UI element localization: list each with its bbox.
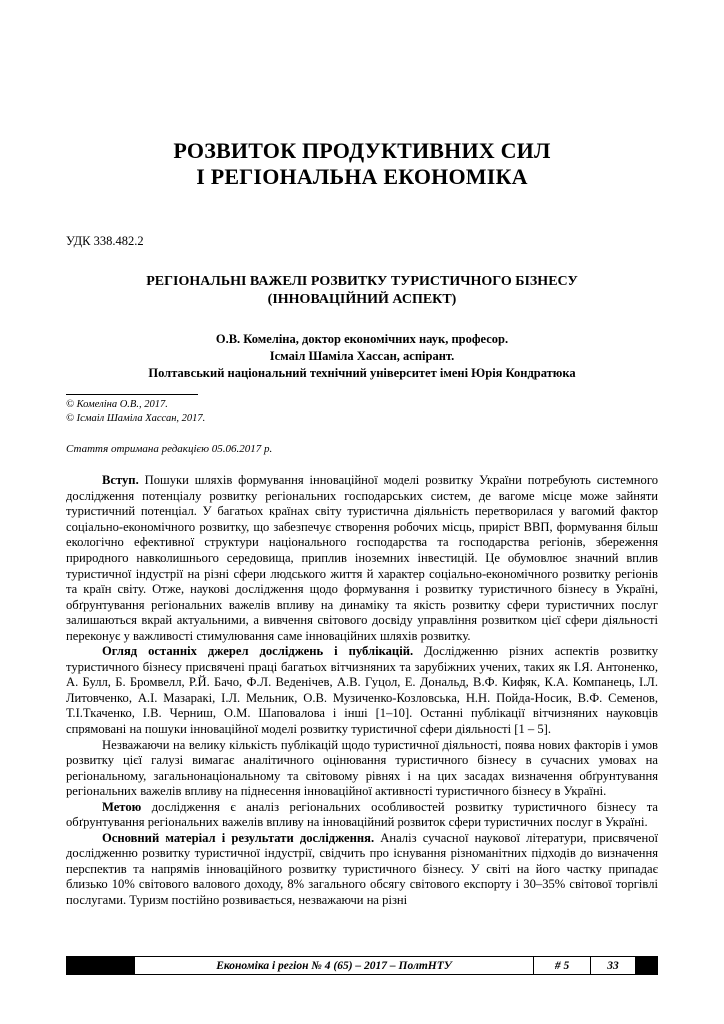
page-footer [66, 956, 658, 975]
paragraph-lead: Основний матеріал і результати дослідження. [102, 830, 375, 845]
received-date-line: Стаття отримана редакцією 05.06.2017 р. [66, 443, 273, 456]
footer-right-bar [636, 957, 658, 974]
paragraph-lead: Вступ. [102, 473, 139, 488]
footer-journal-title: Економіка і регіон № 4 (65) – 2017 – ПолтНТУ [134, 957, 534, 974]
section-title-line2: І РЕГІОНАЛЬНА ЕКОНОМІКА [196, 163, 528, 189]
paragraph-text: Пошуки шляхів формування інноваційної моделі розвитку України потребують системного дослідження потенціалу розвитку регіональних господарських систем, де вагоме місце може зайняти туристичний потенціал. У багатьох країнах світу туристична діяльність перетворилася у вагомий фактор соціально-економічного розвитку, що забезпечує створення робочих місць, приріст ВВП, формування більш екологічно ефективної структури національного господарства та господарства регіонів, збереження природного навколишнього середовища, приплив іноземних інвестицій. Це обумовлює значний вплив туристичної індустрії на різні сфери людського життя й характер соціально-економічного розвитку регіонів та країн світу. Отже, наукові дослідження щодо формування і розвитку туристичного бізнесу в Україні, обґрунтування регіональних важелів впливу на динаміку та якість розвитку сфери туристичних послуг залишаються вкрай актуальними, а вивчення світового досвіду управління розвитком цієї сфери діяльності переконує у важливості стимулювання саме інноваційних шляхів розвитку. [66, 473, 658, 643]
footer-page-number: 33 [591, 957, 636, 974]
article-title-line1: РЕГІОНАЛЬНІ ВАЖЕЛІ РОЗВИТКУ ТУРИСТИЧНОГО БІЗНЕСУ [146, 273, 578, 289]
affiliation-line: Полтавський національний технічний університет імені Юрія Кондратюка [148, 366, 576, 381]
footer-left-bar [66, 957, 134, 974]
paragraph-text: дослідження є аналіз регіональних особливостей розвитку туристичного бізнесу та обґрунтування регіональних важелів впливу на інноваційний розвиток сфери туристичних послуг в Україні. [66, 799, 658, 830]
paragraph-gap [66, 738, 658, 800]
article-title-line2: (ІННОВАЦІЙНИЙ АСПЕКТ) [267, 292, 457, 308]
copyright-line: © Ісмаіл Шаміла Хассан, 2017. [66, 413, 206, 425]
author-line: Ісмаіл Шаміла Хассан, аспірант. [269, 349, 455, 364]
authors-block [66, 331, 658, 382]
copyright-divider [66, 394, 198, 395]
article-body [66, 473, 658, 908]
paragraph-literature-review [66, 644, 658, 737]
section-title-line1: РОЗВИТОК ПРОДУКТИВНИХ СИЛ [173, 138, 551, 163]
paragraph-lead: Метою [102, 799, 142, 814]
footer-issue-number: # 5 [534, 957, 591, 974]
paragraph-intro [66, 473, 658, 644]
udc-code: УДК 338.482.2 [66, 233, 144, 248]
paragraph-text: Аналіз сучасної наукової літератури, присвяченої дослідженню розвитку туристичної індустрії, свідчить про існування різноманітних підходів до визначення перспектив та напрямів інноваційного розвитку туристичного бізнесу. У світі на його частку припадає близько 10% світового валового доходу, 8% загального обсягу світового експорту і 30–35% світової торгівлі послугами. Туризм постійно розвивається, незважаючи на різні [66, 830, 658, 908]
copyright-block [66, 394, 658, 426]
page-content [66, 0, 658, 1024]
author-line: О.В. Комеліна, доктор економічних наук, професор. [215, 332, 509, 347]
paragraph-text: Незважаючи на велику кількість публікацій щодо туристичної діяльності, поява нових факторів і умов розвитку цієї галузі вимагає аналітичного оцінювання туристичного бізнесу в сучасних умовах на регіональному, загальнонаціональному та світовому рівнях і на цих засадах визначення обґрунтування регіональних важелів впливу на піднесення інноваційної активності туристичного бізнесу в Україні. [66, 737, 658, 799]
section-title [66, 138, 658, 190]
paragraph-text: Дослідженню різних аспектів розвитку туристичного бізнесу присвячені праці багатьох вітчизняних та зарубіжних учених, таких як І.Я. Антоненко, А. Булл, Б. Бромвелл, Р.Й. Бачо, Ф.Л. Веденічев, А.В. Гуцол, Е. Дональд, В.Ф. Кифяк, К.А. Компанець, І.Л. Литовченко, А.І. Мазаракі, І.Л. Мельник, О.В. Музиченко-Козловська, Н.Н. Пойда-Носик, В.Ф. Семенов, Т.І.Ткаченко, І.В. Черниш, О.М. Шаповалова і інші [1–10]. Останні публікації вітчизняних науковців спрямовані на пошуки інноваційної моделі розвитку туристичної сфери діяльності [1 – 5]. [66, 644, 659, 736]
article-title [66, 273, 658, 309]
paragraph-main-material [66, 831, 658, 909]
paragraph-aim [66, 800, 658, 831]
paragraph-lead: Огляд останніх джерел досліджень і публікацій. [102, 644, 414, 659]
copyright-line: © Комеліна О.В., 2017. [66, 398, 168, 410]
